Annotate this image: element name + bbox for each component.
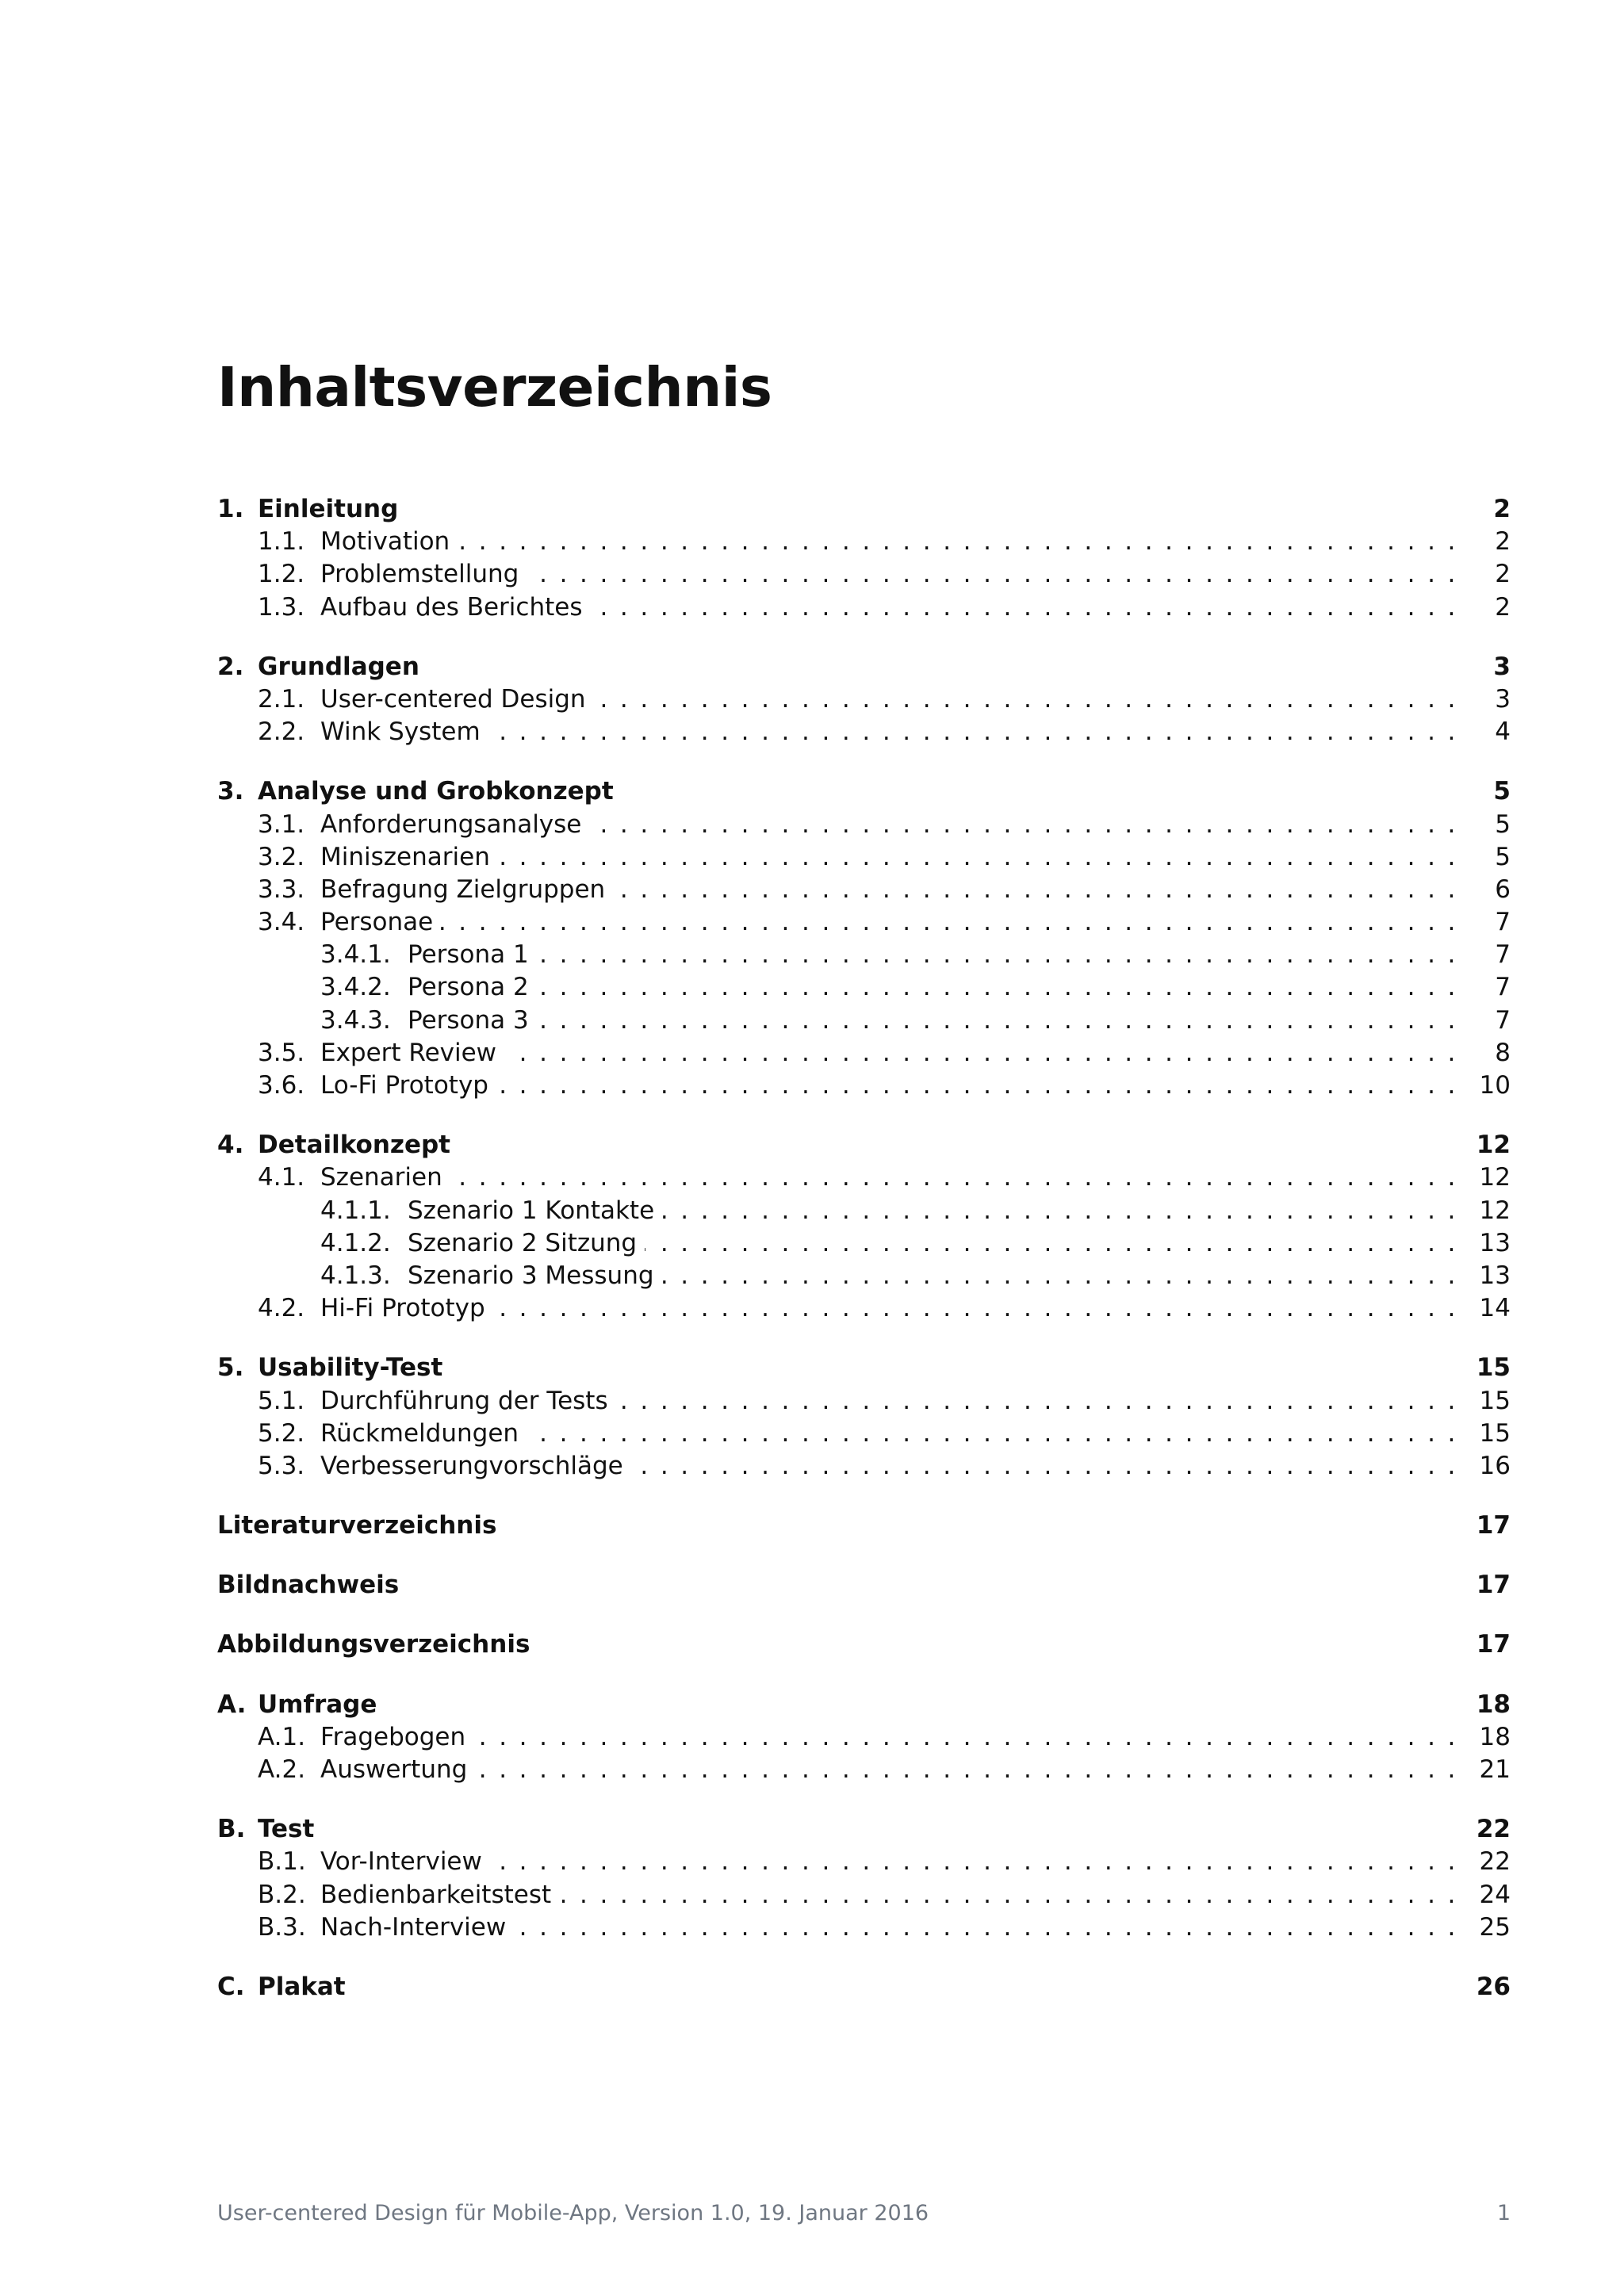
toc-entry[interactable] <box>217 841 1511 874</box>
toc-entry-page: 12 <box>1476 1131 1511 1160</box>
toc-chapter[interactable] <box>217 651 1511 683</box>
toc-entry-number: 5.2. <box>258 1418 305 1448</box>
toc-chapter[interactable] <box>217 1510 1511 1542</box>
toc-entry-page: 24 <box>1479 1880 1511 1909</box>
toc-entry-number: B.1. <box>258 1847 306 1877</box>
toc-dot-leader <box>589 809 1468 841</box>
toc-entry-title: Fragebogen <box>320 1722 466 1751</box>
toc-entry-page: 16 <box>1479 1451 1511 1480</box>
toc-entry-title: Einleitung <box>258 495 399 523</box>
toc-entry-title: Vor-Interview <box>320 1847 482 1877</box>
toc-entry[interactable] <box>217 1195 1511 1227</box>
toc-entry[interactable] <box>217 1418 1511 1450</box>
footer-text: User-centered Design für Mobile-App, Version 1.0, 19. Januar 2016 <box>217 2201 929 2225</box>
toc-entry[interactable] <box>217 1260 1511 1292</box>
toc-chapter[interactable] <box>217 1352 1511 1384</box>
toc-entry-title: Persona 3 <box>408 1005 529 1035</box>
toc-entry-page: 15 <box>1479 1386 1511 1415</box>
toc-entry-page: 18 <box>1476 1689 1511 1719</box>
toc-entry-title: Motivation <box>320 527 450 557</box>
toc-entry-title: Szenarien <box>320 1163 442 1192</box>
toc-entry-page: 2 <box>1495 592 1511 622</box>
toc-entry-page: 12 <box>1479 1163 1511 1192</box>
toc-entry-number: 3.1. <box>258 809 305 839</box>
toc-entry-page: 6 <box>1495 874 1511 904</box>
toc-chapter[interactable] <box>217 1689 1511 1721</box>
toc-dot-leader <box>493 1292 1468 1325</box>
toc-dot-leader <box>527 558 1468 591</box>
toc-entry[interactable] <box>217 809 1511 841</box>
toc-entry-number: 4. <box>217 1131 244 1160</box>
toc-entry-number: 1.2. <box>258 560 305 589</box>
toc-entry-number: 3.6. <box>258 1071 305 1100</box>
toc-entry-page: 7 <box>1495 908 1511 937</box>
page-title: Inhaltsverzeichnis <box>217 356 772 419</box>
toc-entry-title: Literaturverzeichnis <box>217 1511 497 1540</box>
toc-entry-page: 13 <box>1479 1261 1511 1290</box>
toc-dot-leader <box>527 1418 1468 1450</box>
toc-dot-leader <box>662 1260 1468 1292</box>
toc-entry-title: Anforderungsanalyse <box>320 809 582 839</box>
toc-dot-leader <box>496 1070 1468 1102</box>
toc-entry-title: Test <box>258 1815 315 1844</box>
toc-entry[interactable] <box>217 1037 1511 1070</box>
toc-entry-title: Auswertung <box>320 1755 468 1784</box>
toc-entry-page: 10 <box>1479 1071 1511 1100</box>
toc-entry[interactable] <box>217 1292 1511 1325</box>
toc-dot-leader <box>559 1879 1468 1911</box>
toc-entry-page: 2 <box>1493 495 1511 523</box>
toc-entry-title: Miniszenarien <box>320 842 490 871</box>
toc-dot-leader <box>537 939 1468 971</box>
toc-entry[interactable] <box>217 591 1511 624</box>
toc-entry-number: 2.1. <box>258 684 305 714</box>
toc-entry-page: 5 <box>1493 777 1511 806</box>
toc-entry-number: 5.3. <box>258 1451 305 1480</box>
toc-entry-page: 2 <box>1495 560 1511 589</box>
toc-entry[interactable] <box>217 683 1511 716</box>
toc-entry-title: Rückmeldungen <box>320 1418 519 1448</box>
toc-dot-leader <box>616 1385 1468 1418</box>
toc-entry-number: 2. <box>217 652 244 681</box>
toc-entry-title: Umfrage <box>258 1689 377 1719</box>
toc-entry-page: 5 <box>1495 809 1511 839</box>
toc-entry-title: Persona 2 <box>408 973 529 1002</box>
toc-chapter[interactable] <box>217 493 1511 526</box>
toc-entry-number: B. <box>217 1815 246 1844</box>
toc-entry[interactable] <box>217 558 1511 591</box>
toc-entry[interactable] <box>217 1161 1511 1194</box>
toc-entry-title: Nach-Interview <box>320 1912 507 1942</box>
toc-entry[interactable] <box>217 1385 1511 1418</box>
toc-dot-leader <box>594 683 1468 716</box>
toc-entry-title: Usability-Test <box>258 1353 443 1383</box>
toc-entry-page: 18 <box>1479 1722 1511 1751</box>
toc-entry-title: Szenario 2 Sitzung <box>408 1228 638 1257</box>
toc-dot-leader <box>537 971 1468 1004</box>
toc-dot-leader <box>504 1037 1468 1070</box>
page-footer <box>217 2201 1511 2225</box>
toc-entry[interactable] <box>217 1754 1511 1786</box>
toc-entry-page: 8 <box>1495 1038 1511 1067</box>
toc-entry-page: 25 <box>1479 1912 1511 1942</box>
toc-chapter[interactable] <box>217 1129 1511 1161</box>
toc-entry-page: 7 <box>1495 973 1511 1002</box>
toc-entry-number: 3.4.3. <box>320 1005 391 1035</box>
toc-entry-number: 4.1.1. <box>320 1196 391 1225</box>
toc-entry-page: 3 <box>1495 684 1511 714</box>
toc-entry-page: 7 <box>1495 1005 1511 1035</box>
toc-entry-page: 17 <box>1476 1511 1511 1540</box>
toc-entry-title: Durchführung der Tests <box>320 1386 608 1415</box>
toc-entry[interactable] <box>217 1004 1511 1037</box>
toc-dot-leader <box>450 1161 1468 1194</box>
toc-entry-title: Expert Review <box>320 1038 497 1067</box>
toc-entry-number: 1.3. <box>258 592 305 622</box>
toc-chapter[interactable] <box>217 1569 1511 1601</box>
toc-entry-title: Persona 1 <box>408 940 529 970</box>
toc-entry[interactable] <box>217 874 1511 906</box>
toc-entry-number: B.2. <box>258 1880 306 1909</box>
toc-entry-page: 17 <box>1476 1571 1511 1600</box>
toc-entry-title: Detailkonzept <box>258 1131 450 1160</box>
toc-entry-title: Befragung Zielgruppen <box>320 874 606 904</box>
toc-entry[interactable] <box>217 1846 1511 1878</box>
toc-entry-title: Szenario 3 Messung <box>408 1261 654 1290</box>
toc-entry-number: 4.2. <box>258 1294 305 1323</box>
toc-entry-page: 22 <box>1479 1847 1511 1877</box>
toc-entry-number: 5.1. <box>258 1386 305 1415</box>
toc-entry-title: User-centered Design <box>320 684 586 714</box>
toc-entry[interactable] <box>217 526 1511 558</box>
toc-entry[interactable] <box>217 1227 1511 1260</box>
toc-chapter[interactable] <box>217 1628 1511 1661</box>
toc-dot-leader <box>631 1450 1468 1483</box>
toc-entry[interactable] <box>217 716 1511 748</box>
toc-entry-page: 12 <box>1479 1196 1511 1225</box>
toc-entry-title: Aufbau des Berichtes <box>320 592 583 622</box>
table-of-contents <box>217 493 1511 2003</box>
toc-dot-leader <box>498 841 1468 874</box>
toc-chapter[interactable] <box>217 1971 1511 2003</box>
toc-dot-leader <box>475 1754 1468 1786</box>
toc-entry-number: 2.2. <box>258 718 305 747</box>
toc-entry-page: 17 <box>1476 1630 1511 1659</box>
toc-entry[interactable] <box>217 1879 1511 1911</box>
toc-entry-title: Szenario 1 Kontakte <box>408 1196 655 1225</box>
toc-entry-number: 5. <box>217 1353 244 1383</box>
toc-entry-number: 4.1.2. <box>320 1228 391 1257</box>
toc-dot-leader <box>590 591 1468 624</box>
toc-entry-page: 15 <box>1476 1353 1511 1383</box>
toc-entry-number: 3.5. <box>258 1038 305 1067</box>
toc-entry-title: Bildnachweis <box>217 1571 400 1600</box>
toc-dot-leader <box>488 716 1468 748</box>
toc-entry[interactable] <box>217 1450 1511 1483</box>
toc-entry-title: Problemstellung <box>320 560 519 589</box>
toc-entry-number: C. <box>217 1972 245 2001</box>
toc-entry-number: B.3. <box>258 1912 306 1942</box>
toc-entry-page: 5 <box>1495 842 1511 871</box>
toc-entry-page: 22 <box>1476 1815 1511 1844</box>
toc-dot-leader <box>613 874 1468 906</box>
toc-entry-title: Wink System <box>320 718 481 747</box>
toc-entry-title: Abbildungsverzeichnis <box>217 1630 530 1659</box>
toc-dot-leader <box>662 1195 1468 1227</box>
footer-page-number: 1 <box>1496 2201 1511 2225</box>
toc-entry-number: 4.1. <box>258 1163 305 1192</box>
toc-dot-leader <box>441 906 1468 939</box>
toc-entry[interactable] <box>217 939 1511 971</box>
toc-dot-leader <box>458 526 1468 558</box>
toc-entry-page: 7 <box>1495 940 1511 970</box>
toc-entry-number: 3.2. <box>258 842 305 871</box>
toc-entry-number: 1. <box>217 495 244 523</box>
toc-entry-title: Plakat <box>258 1972 346 2001</box>
toc-dot-leader <box>645 1227 1468 1260</box>
toc-entry-page: 4 <box>1495 718 1511 747</box>
toc-entry-number: 3.4.2. <box>320 973 391 1002</box>
toc-entry-page: 2 <box>1495 527 1511 557</box>
toc-entry-number: 3.4. <box>258 908 305 937</box>
toc-entry-page: 26 <box>1476 1972 1511 2001</box>
toc-entry-number: A. <box>217 1689 247 1719</box>
toc-entry[interactable] <box>217 906 1511 939</box>
toc-entry-title: Grundlagen <box>258 652 419 681</box>
toc-entry-title: Hi-Fi Prototyp <box>320 1294 485 1323</box>
toc-chapter[interactable] <box>217 1813 1511 1846</box>
toc-dot-leader <box>537 1004 1468 1037</box>
toc-dot-leader <box>490 1846 1468 1878</box>
toc-entry-number: 4.1.3. <box>320 1261 391 1290</box>
toc-entry-title: Personae <box>320 908 434 937</box>
toc-entry-page: 21 <box>1479 1755 1511 1784</box>
toc-entry-number: A.1. <box>258 1722 306 1751</box>
toc-entry-number: 1.1. <box>258 527 305 557</box>
toc-entry[interactable] <box>217 1070 1511 1102</box>
toc-dot-leader <box>473 1721 1468 1754</box>
toc-entry-page: 14 <box>1479 1294 1511 1323</box>
toc-entry-page: 3 <box>1493 652 1511 681</box>
toc-entry-number: 3.4.1. <box>320 940 391 970</box>
toc-chapter[interactable] <box>217 775 1511 808</box>
toc-entry-number: 3.3. <box>258 874 305 904</box>
toc-entry-number: A.2. <box>258 1755 306 1784</box>
toc-entry[interactable] <box>217 1911 1511 1944</box>
toc-entry-title: Analyse und Grobkonzept <box>258 777 614 806</box>
toc-entry-title: Verbesserungvorschläge <box>320 1451 623 1480</box>
toc-entry-title: Lo-Fi Prototyp <box>320 1071 488 1100</box>
toc-entry-number: 3. <box>217 777 244 806</box>
toc-entry[interactable] <box>217 971 1511 1004</box>
toc-entry-title: Bedienbarkeitstest <box>320 1880 552 1909</box>
toc-entry-page: 13 <box>1479 1228 1511 1257</box>
toc-dot-leader <box>514 1911 1468 1944</box>
toc-entry-page: 15 <box>1479 1418 1511 1448</box>
toc-entry[interactable] <box>217 1721 1511 1754</box>
